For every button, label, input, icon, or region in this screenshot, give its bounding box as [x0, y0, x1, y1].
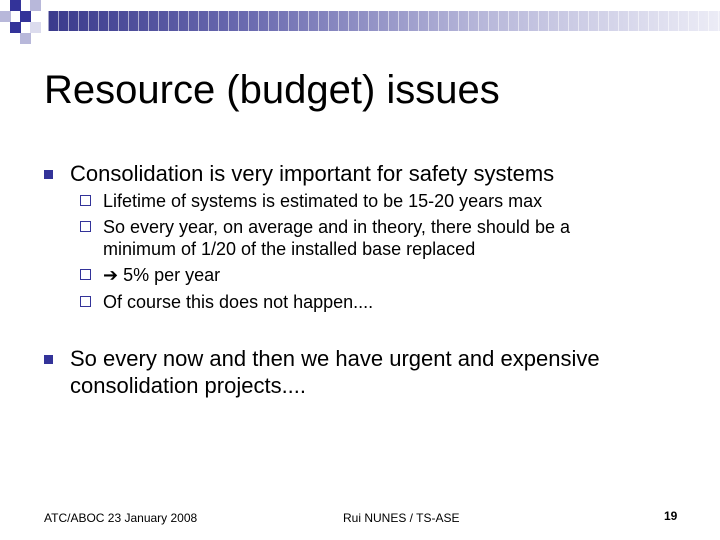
deco-square: [20, 33, 31, 44]
sub-bullet-text: So every year, on average and in theory, there should be a: [103, 217, 570, 237]
bullet-text: consolidation projects....: [70, 373, 307, 398]
hollow-square-bullet-icon: [80, 221, 91, 232]
deco-square: [10, 0, 21, 11]
deco-square: [0, 11, 11, 22]
bullet-text: So every now and then we have urgent and expensive: [70, 346, 600, 371]
square-bullet-icon: [44, 355, 53, 364]
hollow-square-bullet-icon: [80, 195, 91, 206]
deco-square: [20, 11, 31, 22]
deco-square: [30, 22, 41, 33]
square-bullet-icon: [44, 170, 53, 179]
hollow-square-bullet-icon: [80, 296, 91, 307]
hollow-square-bullet-icon: [80, 269, 91, 280]
header-gradient-bar: [48, 11, 720, 31]
sub-bullet-text: ➔ 5% per year: [103, 265, 221, 285]
footer-left: ATC/ABOC 23 January 2008: [44, 511, 198, 525]
deco-square: [30, 0, 41, 11]
sub-bullet-text: minimum of 1/20 of the installed base replaced: [103, 239, 476, 259]
sub-bullet-text: Lifetime of systems is estimated to be 15-20 years max: [103, 191, 543, 211]
sub-bullet-text: Of course this does not happen....: [103, 292, 374, 312]
header-decoration: [0, 0, 720, 48]
bullet-text: Consolidation is very important for safety systems: [70, 161, 555, 186]
slide-title: Resource (budget) issues: [44, 68, 500, 112]
footer-center: Rui NUNES / TS-ASE: [343, 511, 460, 525]
deco-square: [10, 22, 21, 33]
page-number: 19: [664, 509, 678, 523]
